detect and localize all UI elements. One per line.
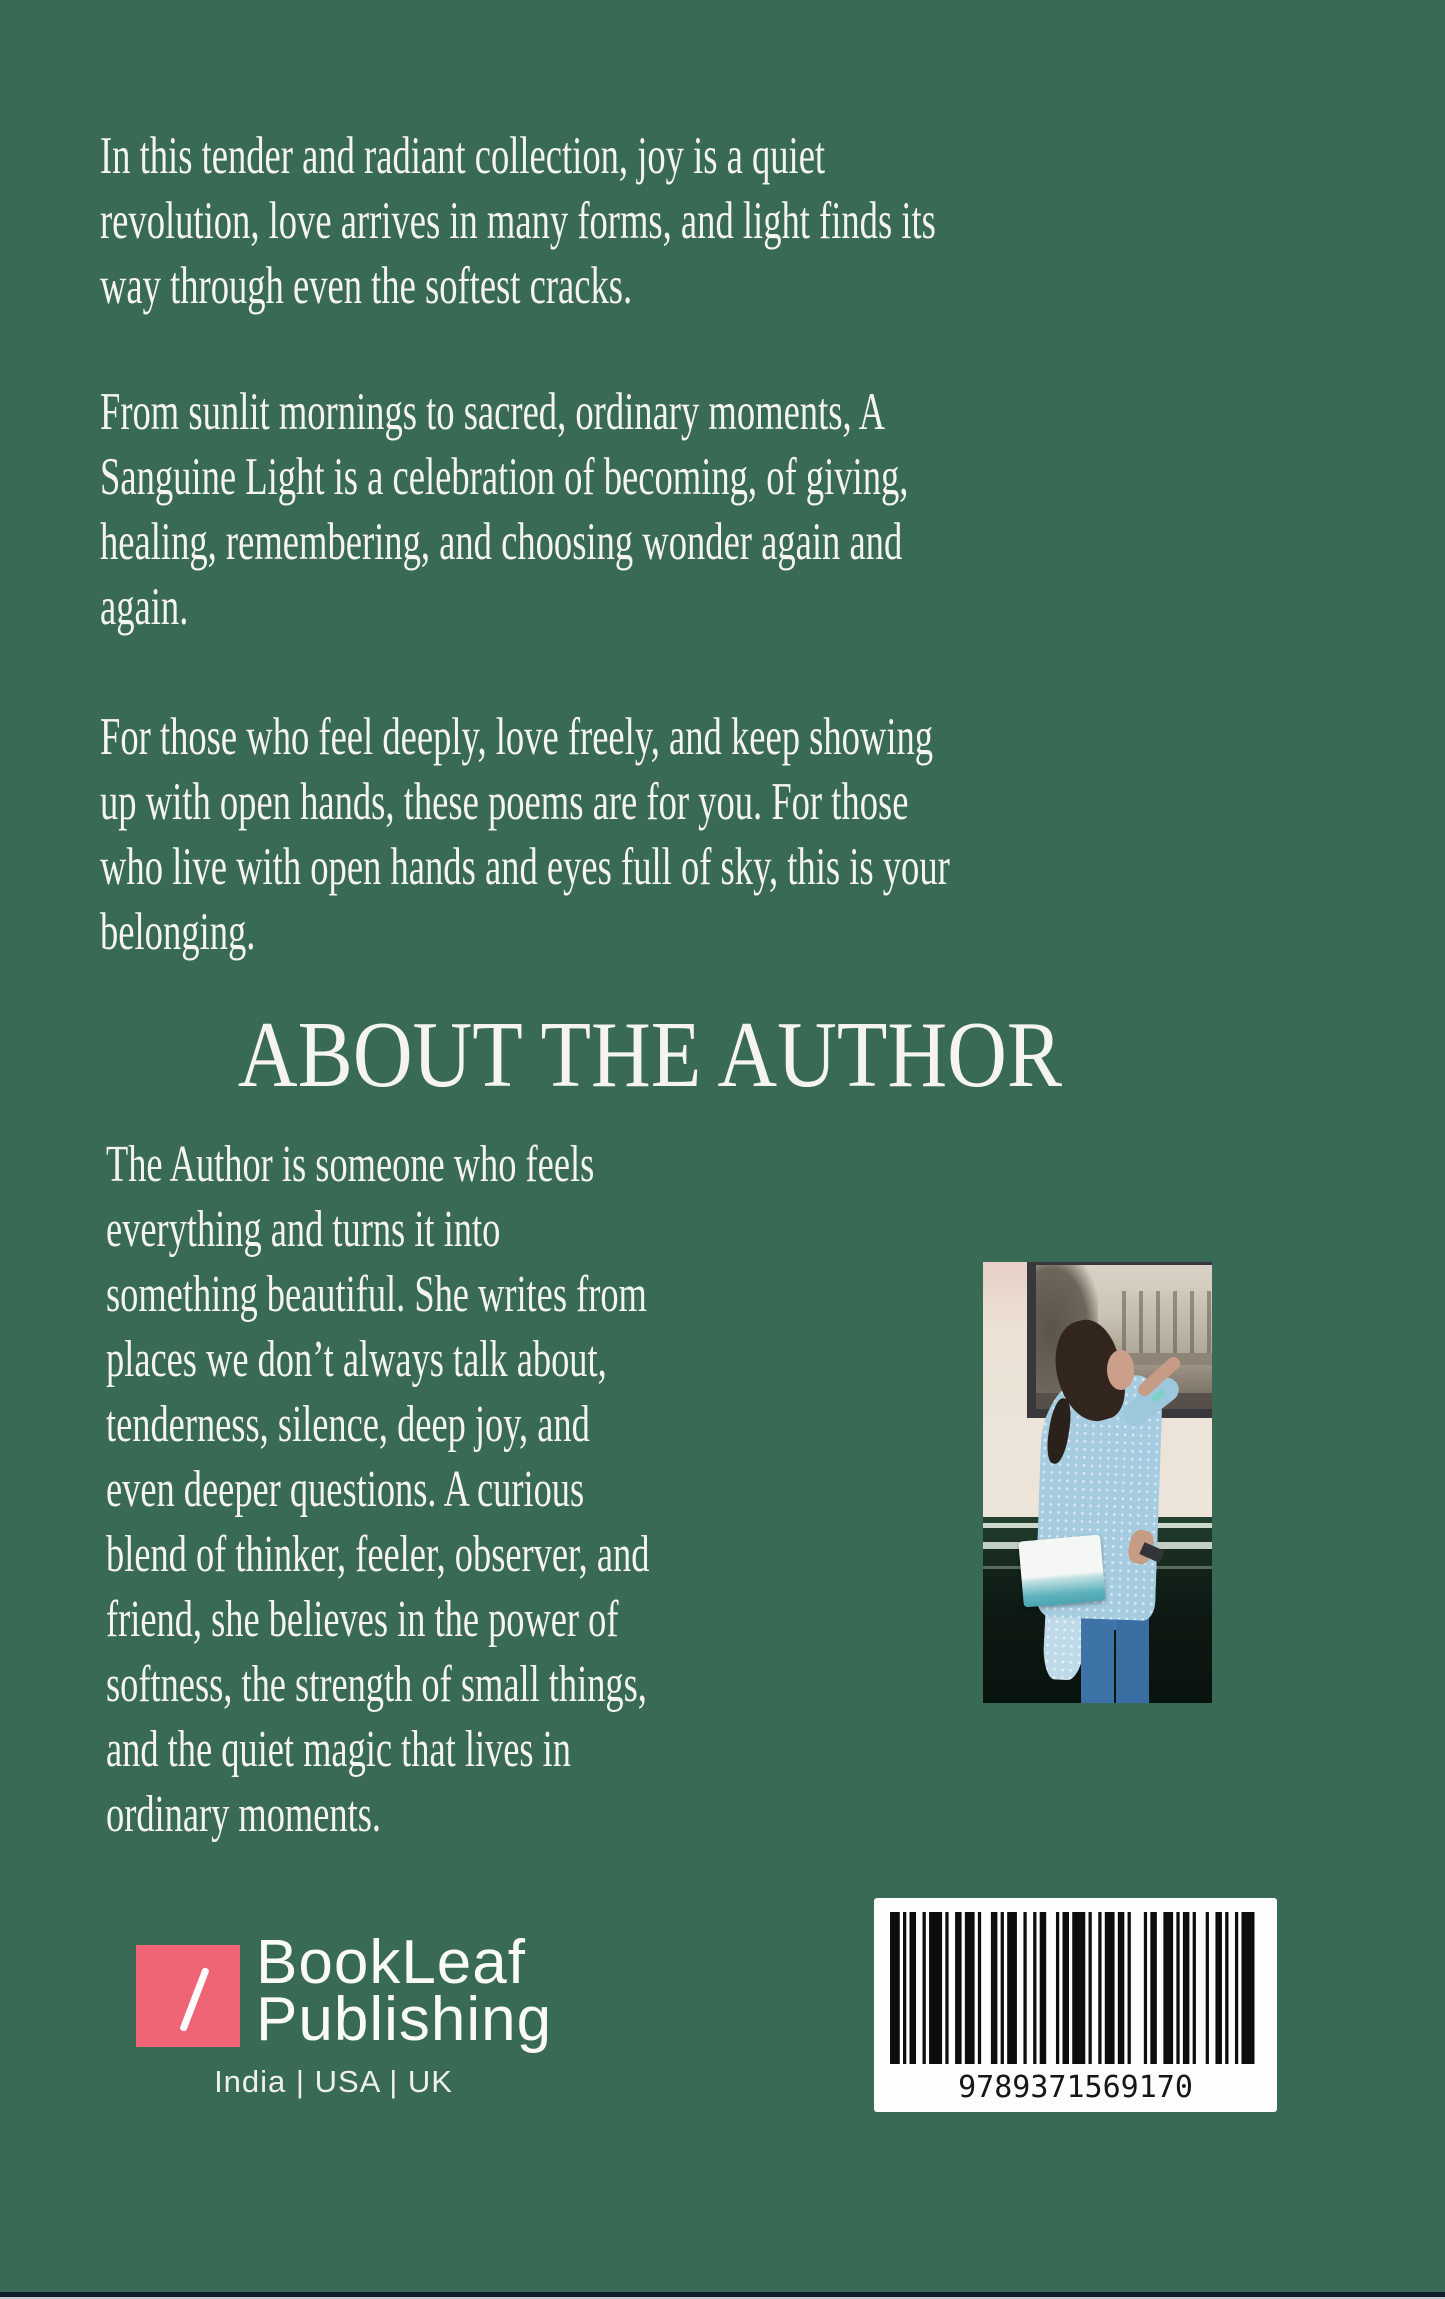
synopsis-text-line: Sanguine Light is a celebration of becoming, of giving, (100, 448, 909, 506)
synopsis-text-line: From sunlit mornings to sacred, ordinary moments, A (100, 383, 886, 441)
bio-text-line: ordinary moments. (106, 1786, 381, 1843)
publisher-name-line2: Publishing (256, 1985, 553, 2054)
picture-building (1122, 1291, 1212, 1365)
handbag (1018, 1535, 1105, 1608)
author-photo (983, 1262, 1212, 1703)
bookleaf-logo (136, 1945, 240, 2047)
isbn-number: 9789371569170 (958, 2070, 1193, 2105)
synopsis-text-line: again. (100, 578, 189, 636)
synopsis-text-line: For those who feel deeply, love freely, and keep showing (100, 708, 934, 766)
synopsis-text-line: revolution, love arrives in many forms, and light finds its (100, 192, 936, 250)
synopsis-text-line: who live with open hands and eyes full of sky, this is your (100, 838, 950, 896)
publisher-name-line1: BookLeaf (256, 1928, 526, 1997)
bio-text-line: everything and turns it into (106, 1201, 501, 1258)
isbn-barcode (874, 1898, 1277, 2112)
jeans-left-leg (1081, 1614, 1114, 1703)
synopsis-text-line: In this tender and radiant collection, joy is a quiet (100, 127, 826, 185)
bio-text-line: friend, she believes in the power of (106, 1591, 619, 1648)
bio-text-line: places we don’t always talk about, (106, 1331, 607, 1388)
bio-text-line: something beautiful. She writes from (106, 1266, 647, 1323)
synopsis-paragraph-1 (100, 124, 936, 319)
synopsis-text-line: healing, remembering, and choosing wonder again and (100, 513, 903, 571)
bio-text-line: blend of thinker, feeler, observer, and (106, 1526, 650, 1583)
about-the-author-heading: ABOUT THE AUTHOR (237, 1003, 1063, 1107)
publisher-name (256, 1928, 553, 2054)
publisher-regions: India | USA | UK (214, 2064, 453, 2099)
slash-icon (179, 1967, 210, 2032)
author-bio (106, 1132, 649, 1847)
synopsis-paragraph-2 (100, 380, 908, 640)
bio-text-line: even deeper questions. A curious (106, 1461, 585, 1518)
synopsis-paragraph-3 (100, 705, 950, 965)
bio-text-line: The Author is someone who feels (106, 1136, 595, 1193)
synopsis-text-line: up with open hands, these poems are for you. For those (100, 773, 909, 831)
bio-text-line: softness, the strength of small things, (106, 1656, 647, 1713)
bio-text-line: tenderness, silence, deep joy, and (106, 1396, 590, 1453)
face (1107, 1350, 1134, 1390)
synopsis-text-line: belonging. (100, 903, 256, 961)
bio-text-line: and the quiet magic that lives in (106, 1721, 571, 1778)
synopsis-text-line: way through even the softest cracks. (100, 257, 633, 315)
barcode-bars (890, 1912, 1261, 2064)
